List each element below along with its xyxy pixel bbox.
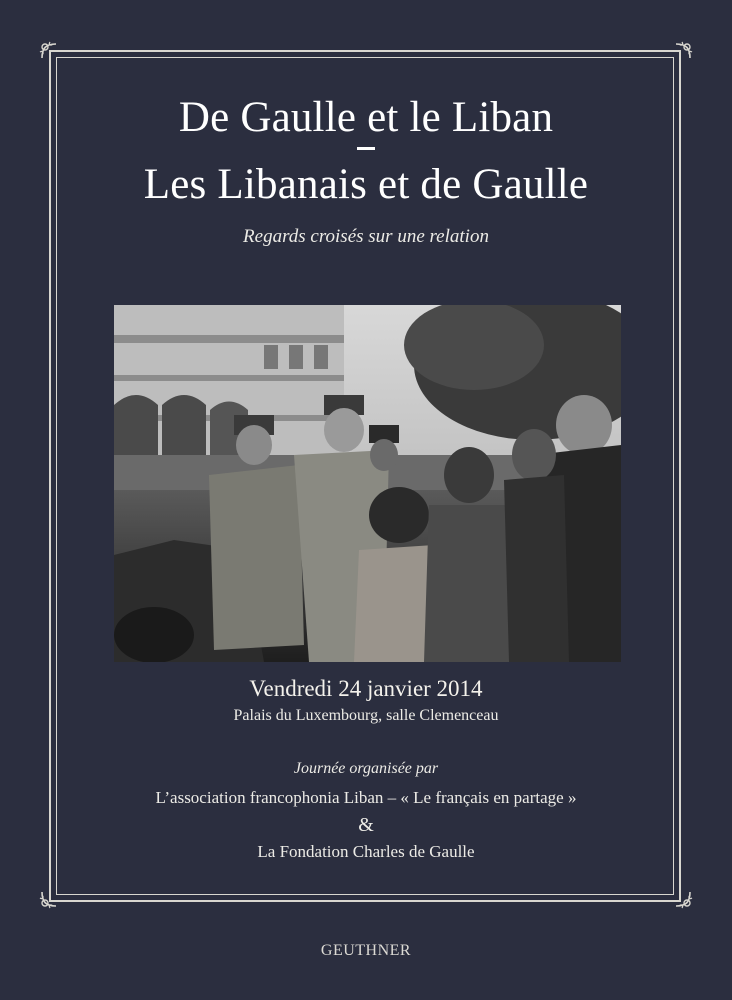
publisher-name: GEUTHNER: [320, 942, 412, 959]
ampersand: &: [358, 814, 374, 836]
event-venue: Palais du Luxembourg, salle Clemenceau: [233, 707, 499, 724]
organizer-2: La Fondation Charles de Gaulle: [257, 842, 475, 861]
corner-ornament-icon: [672, 40, 694, 62]
title-line-1: De Gaulle et le Liban: [178, 94, 554, 141]
title-line-2: Les Libanais et de Gaulle: [143, 161, 589, 208]
corner-ornament-icon: [38, 888, 60, 910]
event-date: Vendredi 24 janvier 2014: [249, 676, 483, 701]
corner-ornament-icon: [38, 40, 60, 62]
title-dash: [357, 147, 375, 150]
corner-ornament-icon: [672, 888, 694, 910]
organized-by-label: Journée organisée par: [293, 760, 439, 777]
subtitle: Regards croisés sur une relation: [243, 226, 489, 247]
organizer-1: L’association francophonia Liban – « Le français en partage »: [155, 788, 577, 807]
historical-photograph: [114, 305, 621, 662]
